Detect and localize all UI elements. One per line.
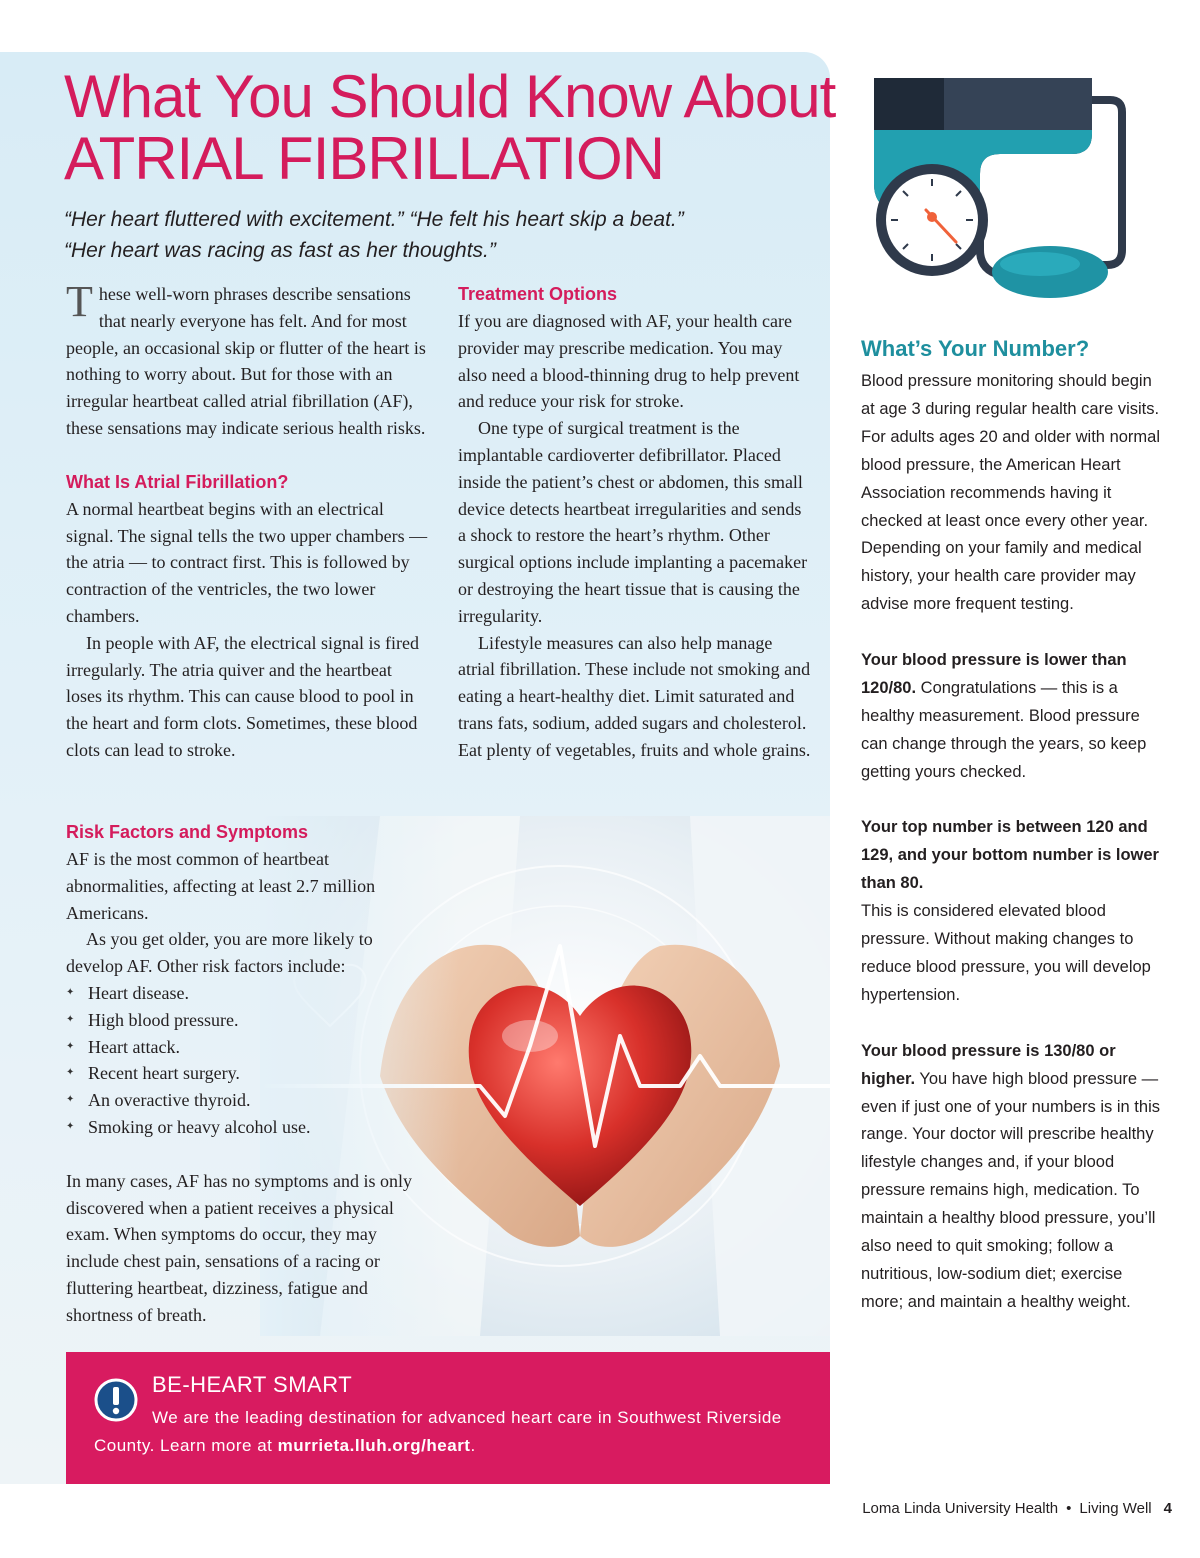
drop-cap: T <box>66 277 93 326</box>
list-item: ✦ Heart disease. <box>66 980 426 1007</box>
sidebar-block-high-text: You have high blood pressure — even if just one of your numbers is in this range. Your doctor will prescribe healthy lifestyle changes and, if your blood pressure remains high, medication. To maintain a healthy blood pressure, you’ll also need to quit smoking; follow a nutritious, low-sodium diet; exercise more; and maintain a healthy weight. <box>861 1069 1160 1311</box>
risk-column <box>66 819 426 1329</box>
sidebar-block-elevated-text: This is considered elevated blood pressure. Without making changes to reduce blood pressure, you will develop hypertension. <box>861 902 1151 1004</box>
intro-text: hese well-worn phrases describe sensations that nearly everyone has felt. And for most people, an occasional skip or flutter of the heart is nothing to worry about. But for those with an irregular heartbeat called atrial fibrillation (AF), these sensations may indicate serious health risks. <box>66 284 426 438</box>
sidebar-block-normal-bold: Your blood pressure is lower than 120/80. <box>861 651 1127 697</box>
blood-pressure-monitor-svg <box>860 60 1160 310</box>
banner-title: BE-HEART SMART <box>152 1372 353 1397</box>
page-title <box>64 63 836 192</box>
left-column <box>66 277 428 764</box>
quote-line-1: “Her heart fluttered with excitement.” “He felt his heart skip a beat.” <box>64 208 684 231</box>
sidebar-block-elevated <box>861 814 1161 1009</box>
intro-paragraph <box>66 277 428 442</box>
risk-factor-list <box>66 980 426 1141</box>
sidebar-block-high <box>861 1038 1161 1317</box>
sidebar-block-high-bold: Your blood pressure is 130/80 or higher. <box>861 1041 1116 1088</box>
banner-link[interactable]: murrieta.lluh.org/heart <box>277 1436 471 1455</box>
sidebar-block-elevated-bold: Your top number is between 120 and 129, and your bottom number is lower than 80. <box>861 818 1159 893</box>
section-heading-what-is: What Is Atrial Fibrillation? <box>66 471 289 492</box>
banner-text <box>94 1404 814 1460</box>
list-item: ✦ Heart attack. <box>66 1034 426 1061</box>
risk-paragraph-2: As you get older, you are more likely to develop AF. Other risk factors include: <box>66 929 373 977</box>
list-item: ✦ An overactive thyroid. <box>66 1087 426 1114</box>
sidebar-heading: What’s Your Number? <box>861 336 1090 361</box>
quote <box>64 204 824 266</box>
page-number: 4 <box>1163 1500 1172 1517</box>
footer-publication: Living Well <box>1079 1500 1152 1517</box>
list-item: ✦ High blood pressure. <box>66 1007 426 1034</box>
list-item: ✦ Recent heart surgery. <box>66 1060 426 1087</box>
title-line-1: What You Should Know About <box>64 63 836 130</box>
what-is-paragraph-1: A normal heartbeat begins with an electrical signal. The signal tells the two upper chambers — the atria — to contract first. This is followed by contraction of the ventricles, the two lower chambers. <box>66 498 428 626</box>
sidebar-block-normal <box>861 647 1161 787</box>
page-footer <box>0 1500 1172 1517</box>
banner-text-body: We are the leading destination for advanced heart care in Southwest Riverside County. Learn more at <box>94 1408 782 1455</box>
risk-paragraph-3: In many cases, AF has no symptoms and is only discovered when a patient receives a physical exam. When symptoms do occur, they may include chest pain, sensations of a racing or fluttering heartbeat, dizziness, fatigue and shortness of breath. <box>66 1170 412 1325</box>
what-is-paragraph-2: In people with AF, the electrical signal is fired irregularly. The atria quiver and the heartbeat loses its rhythm. This can cause blood to pool in the heart and form clots. Sometimes, these blood clots can lead to stroke. <box>66 632 419 760</box>
risk-paragraph-1: AF is the most common of heartbeat abnormalities, affecting at least 2.7 million Americans. <box>66 849 376 923</box>
section-heading-treatment: Treatment Options <box>458 284 618 304</box>
middle-column <box>458 281 812 764</box>
title-line-2: ATRIAL FIBRILLATION <box>64 125 665 192</box>
be-heart-smart-banner <box>66 1352 830 1484</box>
quote-line-2: “Her heart was racing as fast as her thoughts.” <box>64 239 496 262</box>
treatment-paragraph-2: One type of surgical treatment is the implantable cardioverter defibrillator. Placed inside the patient’s chest or abdomen, this small device detects heartbeat irregularities and sends a shock to restore the heart’s rhythm. Other surgical options include implanting a pacemaker or destroying the heart tissue that is causing the irregularity. <box>458 418 808 626</box>
sidebar-block-normal-text: Congratulations — this is a healthy measurement. Blood pressure can change through the years, so keep getting yours checked. <box>861 678 1147 781</box>
treatment-paragraph-3: Lifestyle measures can also help manage atrial fibrillation. These include not smoking and eating a heart-healthy diet. Limit saturated and trans fats, sodium, added sugars and cholesterol. Eat plenty of vegetables, fruits and whole grains. <box>458 632 811 760</box>
section-heading-risk: Risk Factors and Symptoms <box>66 822 309 842</box>
footer-separator: • <box>1066 1500 1072 1517</box>
blood-pressure-monitor-icon <box>860 60 1160 310</box>
sidebar-whats-your-number <box>861 334 1161 1345</box>
sidebar-intro: Blood pressure monitoring should begin at age 3 during regular health care visits. For adults ages 20 and older with normal blood pressure, the American Heart Association recommends having it checked at least once every other year. Depending on your family and medical history, your health care provider may advise more frequent testing. <box>861 372 1160 614</box>
banner-text-end: . <box>470 1436 476 1455</box>
footer-org: Loma Linda University Health <box>862 1500 1059 1517</box>
treatment-paragraph-1: If you are diagnosed with AF, your health care provider may prescribe medication. You may also need a blood-thinning drug to help prevent and reduce your risk for stroke. <box>458 311 800 412</box>
list-item: ✦ Smoking or heavy alcohol use. <box>66 1114 426 1141</box>
